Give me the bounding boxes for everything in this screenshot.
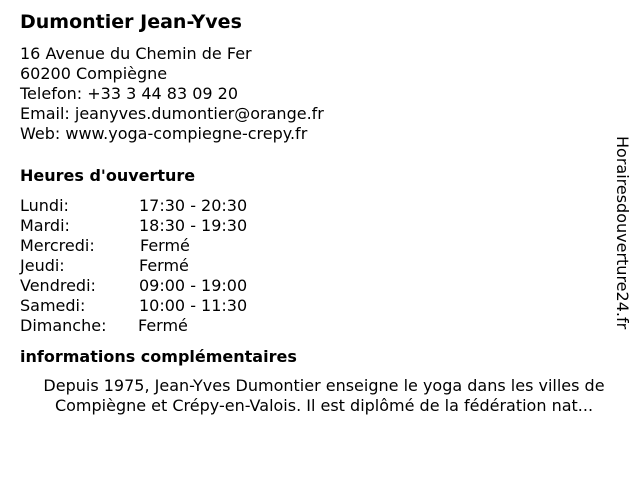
hours-row-samedi [20,296,620,316]
business-card [20,10,620,416]
day-label: Mardi: [20,216,70,235]
info-line-2: Compiègne et Crépy-en-Valois. Il est diplômé de la fédération nat... [54,396,594,415]
phone-line: Telefon: +33 3 44 83 09 20 [20,84,239,103]
day-label: Mercredi: [20,236,95,255]
day-label: Dimanche: [20,316,107,335]
hours-row-mercredi [20,236,620,256]
day-label: Lundi: [20,196,69,215]
info-description [18,376,630,416]
time-value: Fermé [139,256,189,275]
time-value: 17:30 - 20:30 [139,196,248,215]
info-heading: informations complémentaires [20,347,297,366]
hours-row-mardi [20,216,620,236]
day-label: Vendredi: [20,276,96,295]
time-value: Fermé [138,316,188,335]
website-line: Web: www.yoga-compiegne-crepy.fr [20,124,308,143]
day-label: Samedi: [20,296,86,315]
hours-row-lundi [20,196,620,216]
address-city: 60200 Compiègne [20,64,168,83]
site-watermark: Horairesdouverture24.fr [613,136,632,330]
day-label: Jeudi: [20,256,65,275]
info-line-1: Depuis 1975, Jean-Yves Dumontier enseigne le yoga dans les villes de [43,376,605,395]
hours-heading: Heures d'ouverture [20,166,196,185]
email-line: Email: jeanyves.dumontier@orange.fr [20,104,324,123]
time-value: 18:30 - 19:30 [139,216,248,235]
time-value: 10:00 - 11:30 [139,296,248,315]
hours-row-jeudi [20,256,620,276]
business-name: Dumontier Jean-Yves [20,11,242,33]
hours-row-dimanche [20,316,620,336]
time-value: Fermé [140,236,190,255]
hours-row-vendredi [20,276,620,296]
hours-table [20,196,620,336]
time-value: 09:00 - 19:00 [139,276,248,295]
address-street: 16 Avenue du Chemin de Fer [20,44,252,63]
